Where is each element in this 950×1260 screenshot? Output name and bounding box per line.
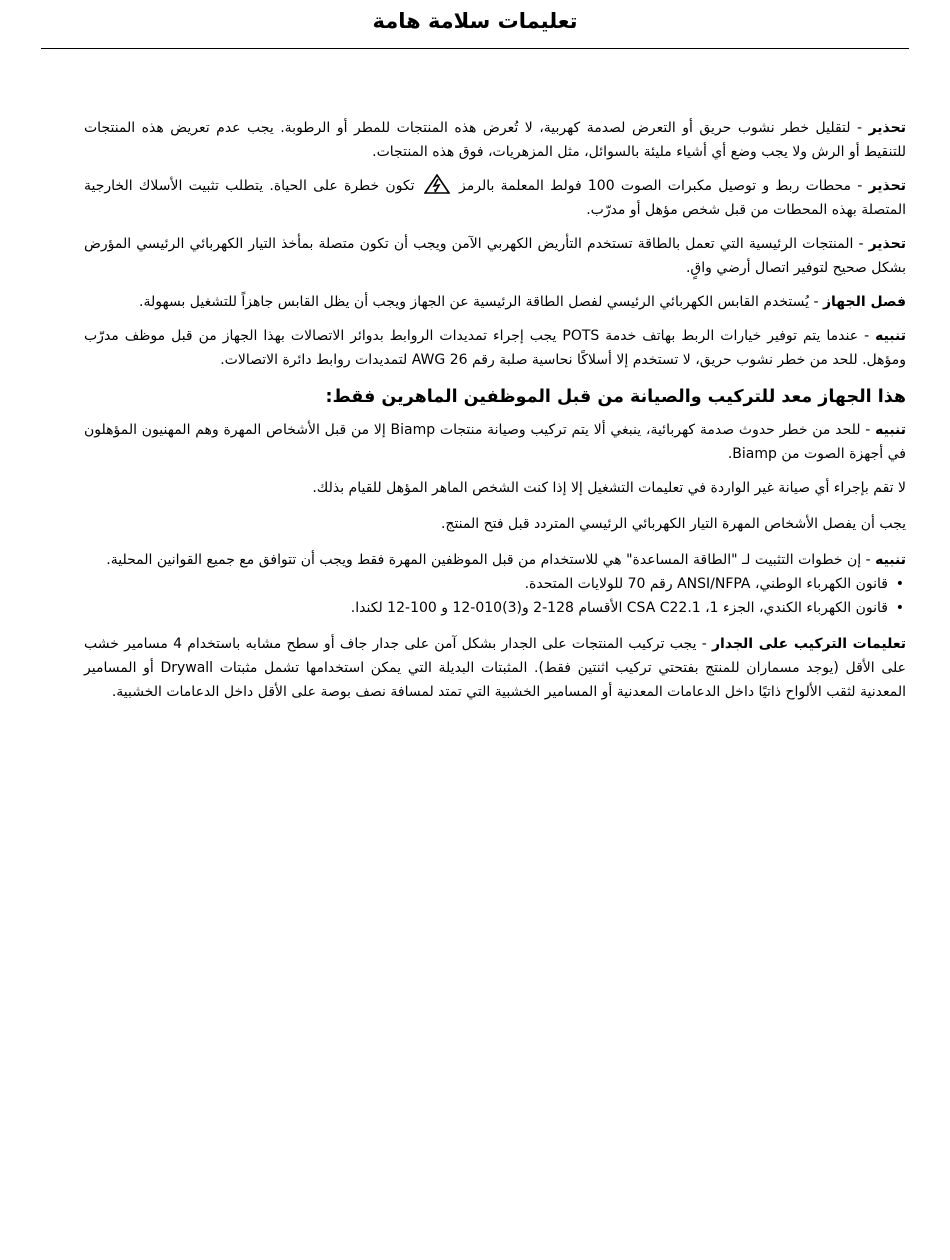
electrical-codes-list — [84, 572, 906, 620]
caution-label: تنبيه — [875, 552, 906, 568]
caution-install-paragraph — [84, 548, 906, 572]
warning-text: تكون خطرة على الحياة. يتطلب تثبيت الأسلاك الخارجية المتصلة بهذه المحطات من قبل شخص مؤهل أو مدرّب. — [84, 178, 906, 218]
warning-grounding-paragraph — [84, 232, 906, 280]
disconnect-text: - يُستخدم القابس الكهربائي الرئيسي لفصل الطاقة الرئيسية عن الجهاز ويجب أن يظل القابس جاهزاً للتشغيل بسهولة. — [139, 294, 823, 310]
caution-text: - إن خطوات التثبيت لـ "الطاقة المساعدة" هي للاستخدام من قبل الموظفين المهرة فقط ويجب أن تتوافق مع جميع القوانين المحلية. — [106, 552, 876, 568]
page-title: تعليمات سلامة هامة — [372, 9, 578, 33]
caution-pots-paragraph — [84, 324, 906, 372]
disconnect-note: يجب أن يفصل الأشخاص المهرة التيار الكهربائي الرئيسي المتردد قبل فتح المنتج. — [440, 516, 906, 532]
warning-label: تحذير — [868, 178, 906, 194]
warning-label: تحذير — [868, 236, 906, 252]
warning-text: - محطات ربط و توصيل مكبرات الصوت 100 فولط المعلمة بالرمز — [452, 178, 869, 194]
warning-text: - المنتجات الرئيسية التي تعمل بالطاقة تستخدم التأريض الكهربي الآمن ويجب أن تكون متصلة بمأخذ التيار الكهربائي الرئيسي المؤرض بشكل صحيح لتوفير اتصال أرضي واقٍ. — [84, 236, 906, 276]
list-item: • قانون الكهرباء الوطني، ANSI/NFPA رقم 70 للولايات المتحدة. — [84, 572, 888, 596]
caution-service-paragraph — [84, 418, 906, 466]
title-divider — [41, 48, 909, 49]
warning-label: تحذير — [868, 120, 906, 136]
caution-label: تنبيه — [875, 328, 906, 344]
warning-terminals-paragraph — [84, 174, 906, 222]
caution-text: - للحد من خطر حدوث صدمة كهربائية، ينبغي ألا يتم تركيب وصيانة منتجات Biamp إلا من قبل الأشخاص المهرة وهم المهنيون المؤهلون في أجهزة الصوت من Biamp. — [84, 422, 906, 462]
document-body — [84, 116, 906, 714]
caution-text: - عندما يتم توفير خيارات الربط بهاتف خدمة POTS يجب إجراء تمديدات الروابط بدوائر الاتصالات بهذا الجهاز من قبل موظف مدرّب ومؤهل. للحد من خطر نشوب حريق، لا تستخدم إلا أسلاكًا نحاسية صلبة رقم AWG 26 لتمديدات روابط دائرة الاتصالات. — [84, 328, 906, 368]
wall-mount-label: تعليمات التركيب على الجدار — [712, 636, 906, 652]
electrical-hazard-icon — [424, 174, 450, 194]
disconnect-paragraph — [84, 290, 906, 314]
no-service-note: لا تقم بإجراء أي صيانة غير الواردة في تعليمات التشغيل إلا إذا كنت الشخص الماهر المؤهل للقيام بذلك. — [312, 480, 906, 496]
section-heading: هذا الجهاز معد للتركيب والصيانة من قبل الموظفين الماهرين فقط: — [325, 387, 906, 407]
wall-mount-paragraph — [84, 632, 906, 704]
list-item: • قانون الكهرباء الكندي، الجزء 1، CSA C22.1 الأقسام 128-2 و(3)010-12 و 100-12 لكندا. — [84, 596, 888, 620]
caution-label: تنبيه — [875, 422, 907, 438]
warning-text: - لتقليل خطر نشوب حريق أو التعرض لصدمة كهربية، لا تُعرض هذه المنتجات للمطر أو الرطوبة. يجب عدم تعريض هذه المنتجات للتنقيط أو الرش ولا يجب وضع أي أشياء مليئة بالسوائل، مثل المزهريات، فوق هذه المنتجات. — [84, 120, 906, 160]
warning-moisture-paragraph — [84, 116, 906, 164]
disconnect-label: فصل الجهاز — [822, 294, 906, 310]
wall-mount-text: - يجب تركيب المنتجات على الجدار بشكل آمن على جدار جاف أو سطح مشابه باستخدام 4 مسامير خشب على الأقل (يوجد مسماران للمنتج بفتحتي تركيب اثنتين فقط). المثبتات البديلة التي يمكن استخدامها تشمل مثبتات Drywall أو المسامير المعدنية لثقب الألواح ذاتيًا داخل الدعامات المعدنية أو المسامير الخشبية التي تمتد لمسافة نصف بوصة على الأقل داخل الدعامات الخشبية. — [84, 636, 906, 700]
